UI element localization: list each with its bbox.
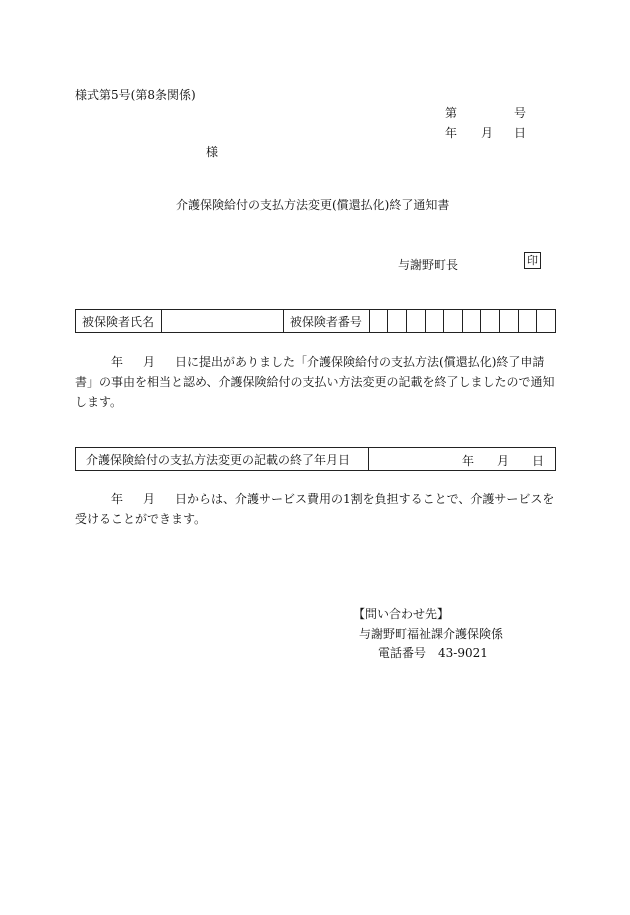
contact-phone-row <box>378 644 488 661</box>
issue-month-label: 月 <box>481 126 494 140</box>
end-date-label-cell <box>76 448 369 471</box>
insured-number-digit-box[interactable] <box>537 310 556 333</box>
phone-number: 43-9021 <box>438 646 488 660</box>
para1-text: 日に提出がありました「介護保険給付の支払方法(償還払化)終了申請書」の事由を相当と認め、介護保険給付の支払い方法変更の記載を終了しましたので通知します。 <box>75 355 555 409</box>
end-date-month-label: 月 <box>497 454 510 468</box>
contact-department: 与謝野町福祉課介護保険係 <box>359 627 504 641</box>
insured-number-digit-box[interactable] <box>407 310 426 333</box>
end-date-label: 介護保険給付の支払方法変更の記載の終了年月日 <box>86 452 351 467</box>
insured-info-table <box>75 309 556 333</box>
end-date-value-cell[interactable] <box>369 448 556 471</box>
seal-char: 印 <box>527 254 538 267</box>
insured-number-digit-box[interactable] <box>500 310 519 333</box>
doc-number-suffix: 号 <box>514 106 527 120</box>
end-date-year-label: 年 <box>462 454 475 468</box>
insured-name-label: 被保険者氏名 <box>82 314 155 329</box>
insured-number-digit-box[interactable] <box>518 310 537 333</box>
seal-mark <box>524 252 541 269</box>
end-date-table <box>75 447 556 471</box>
insured-name-value-cell[interactable] <box>161 310 283 333</box>
para1-year: 年 <box>111 355 124 369</box>
insured-number-digit-box[interactable] <box>462 310 481 333</box>
para2-month: 月 <box>143 492 156 506</box>
end-date-day-label: 日 <box>532 454 545 468</box>
contact-heading: 【問い合わせ先】 <box>353 607 450 621</box>
para2-text: 日からは、介護サービス費用の1割を負担することで、介護サービスを受けることができます。 <box>75 492 555 526</box>
insured-number-digit-box[interactable] <box>444 310 463 333</box>
insured-number-label-cell <box>283 310 369 333</box>
insured-number-label: 被保険者番号 <box>289 314 362 329</box>
phone-label: 電話番号 <box>378 646 427 660</box>
issue-day-label: 日 <box>514 126 527 140</box>
insured-name-label-cell <box>76 310 162 333</box>
addressee-suffix: 様 <box>206 145 219 159</box>
form-number-label: 様式第5号(第8条関係) <box>75 88 196 102</box>
para1-month: 月 <box>143 355 156 369</box>
document-title: 介護保険給付の支払方法変更(償還払化)終了通知書 <box>176 198 450 212</box>
issuer-name: 与謝野町長 <box>398 258 459 272</box>
insured-number-digit-box[interactable] <box>369 310 388 333</box>
copay-paragraph <box>75 489 557 529</box>
issue-year-label: 年 <box>445 126 458 140</box>
insured-number-digit-box[interactable] <box>481 310 500 333</box>
insured-number-digit-box[interactable] <box>388 310 407 333</box>
notice-paragraph <box>75 352 557 412</box>
insured-number-digit-box[interactable] <box>425 310 444 333</box>
para2-year: 年 <box>111 492 124 506</box>
doc-number-prefix: 第 <box>445 106 458 120</box>
